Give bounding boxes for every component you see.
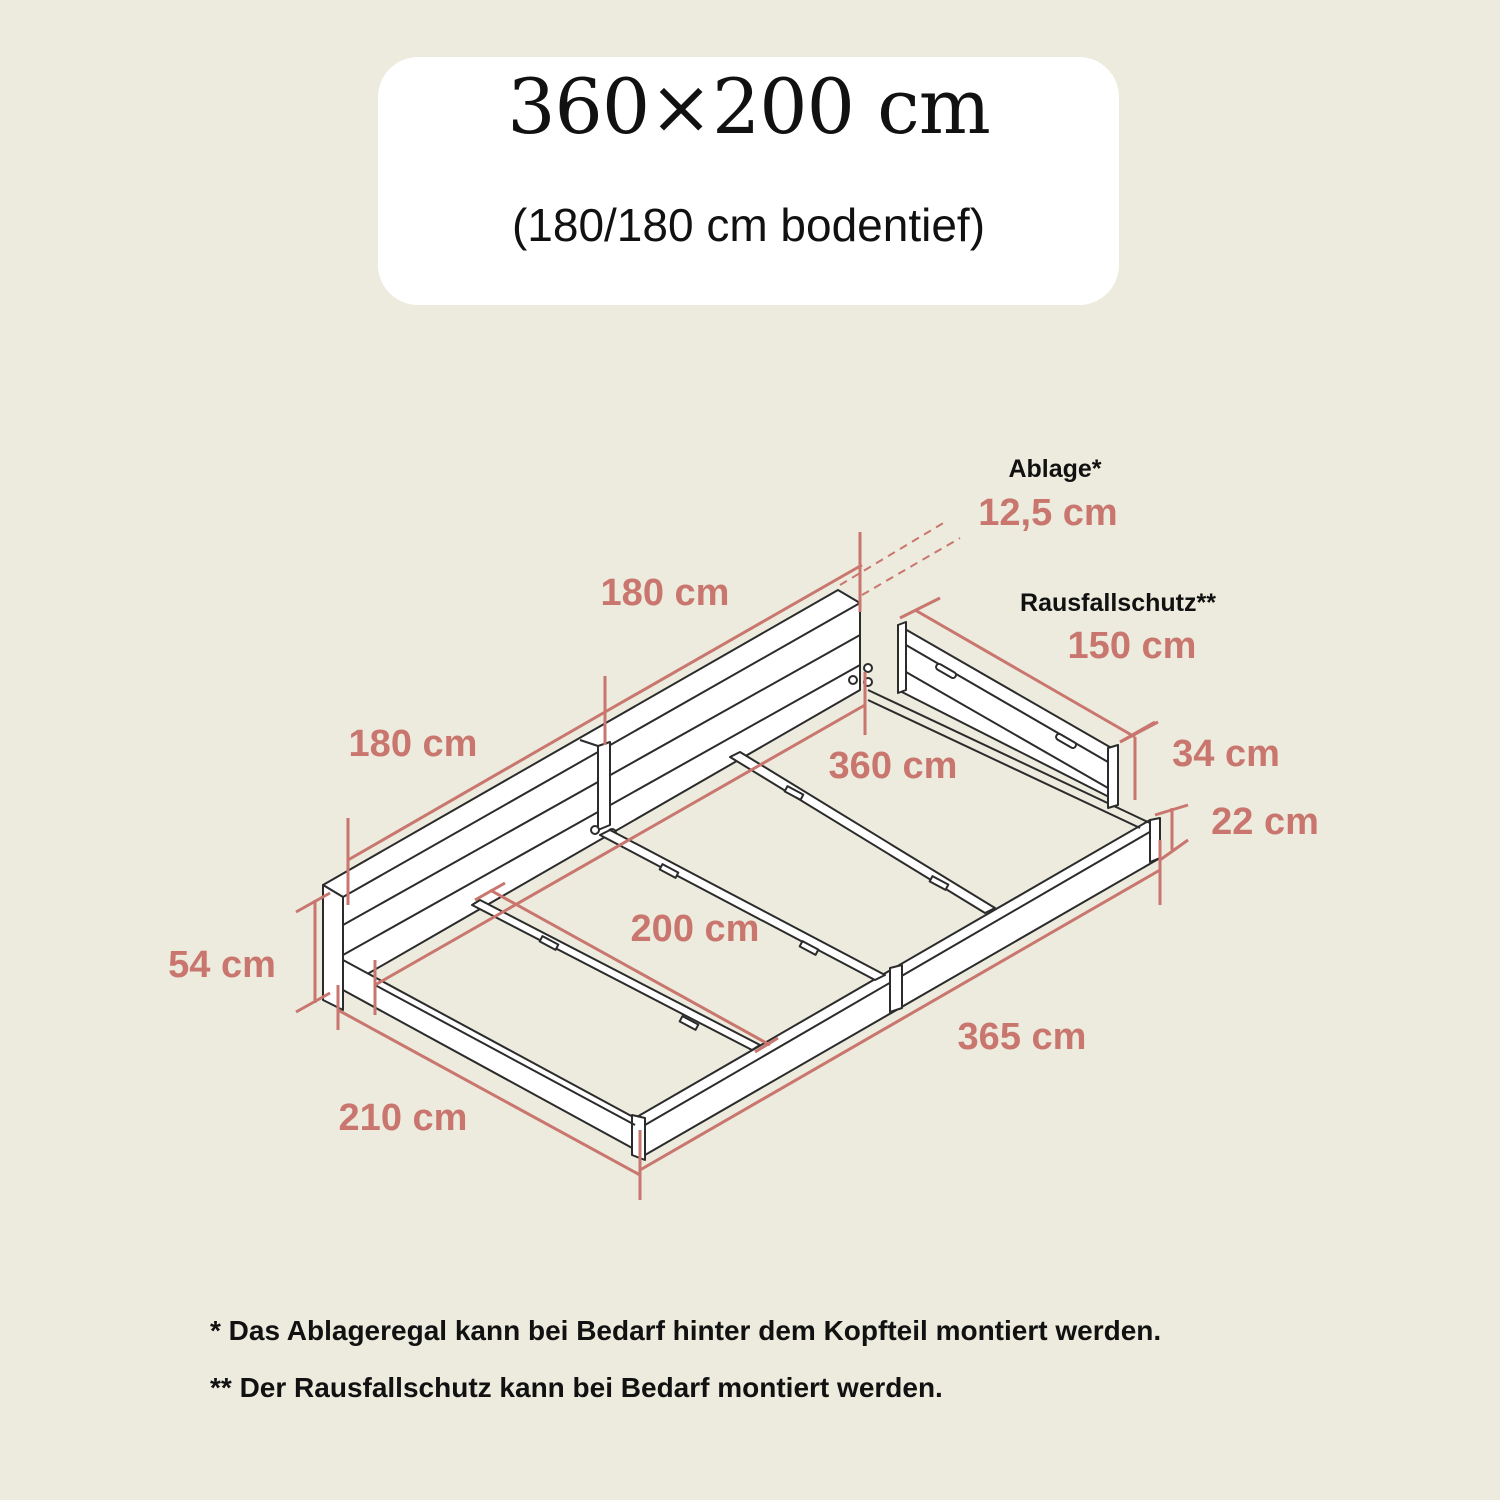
frame-height-label: 22 cm (1211, 801, 1319, 843)
bed-frame-drawing (323, 590, 1160, 1160)
rail-height-label: 34 cm (1172, 733, 1280, 775)
outer-width-label: 210 cm (338, 1097, 468, 1139)
headboard-left-width-label: 180 cm (348, 723, 478, 765)
ablage-label: Ablage* (1008, 455, 1102, 483)
fall-protection-post-left (898, 622, 906, 693)
cross-beam-2 (600, 830, 885, 980)
inner-width-label: 200 cm (630, 908, 760, 950)
headboard-right-width-label: 180 cm (600, 572, 730, 614)
fall-protection-post-right (1108, 745, 1118, 808)
outer-length-label: 365 cm (957, 1016, 1087, 1058)
footnote-rausfallschutz: ** Der Rausfallschutz kann bei Bedarf montiert werden. (210, 1372, 943, 1403)
footnote-ablage: * Das Ablageregal kann bei Bedarf hinter dem Kopfteil montiert werden. (210, 1315, 1162, 1346)
rail-length-label: 150 cm (1067, 625, 1197, 667)
headboard-divider-post (598, 742, 610, 830)
front-rail-joint (890, 965, 902, 1012)
page-subtitle: (180/180 cm bodentief) (511, 199, 986, 251)
page-title: 360×200 cm (507, 62, 990, 151)
inner-length-label: 360 cm (828, 745, 958, 787)
ablage-depth-label: 12,5 cm (978, 492, 1118, 534)
headboard-height-label: 54 cm (168, 944, 276, 986)
left-post (323, 885, 343, 1010)
rausfallschutz-label: Rausfallschutz** (1020, 589, 1216, 617)
